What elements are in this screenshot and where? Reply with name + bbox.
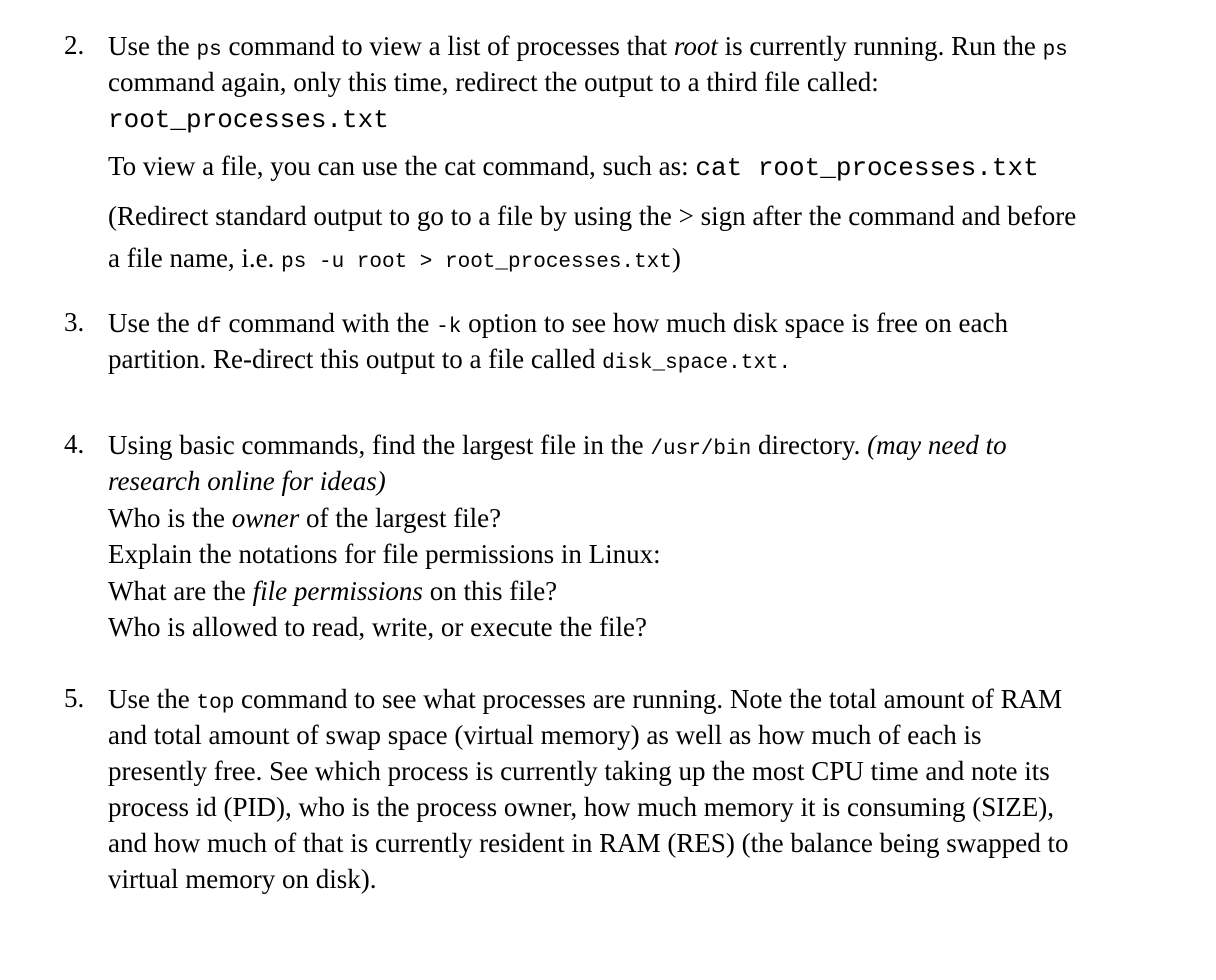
- inline-code: cat root_processes.txt: [695, 153, 1039, 183]
- item-number: 5.: [64, 683, 85, 713]
- paragraph-line: process id (PID), who is the process owner, how much memory it is consuming (SIZE),: [108, 792, 1055, 822]
- paragraph-line: Who is the owner of the largest file?: [108, 503, 502, 533]
- paragraph-line: partition. Re-direct this output to a file called disk_space.txt.: [108, 344, 792, 375]
- inline-code: ps: [196, 39, 222, 62]
- inline-code: df: [196, 316, 222, 339]
- emphasis: research online for ideas): [108, 466, 386, 496]
- inline-code: -k: [436, 316, 462, 339]
- inline-code: /usr/bin: [650, 438, 752, 461]
- emphasis: owner: [231, 503, 300, 533]
- paragraph-line: a file name, i.e. ps -u root > root_processes.txt): [108, 243, 681, 274]
- item-number: 4.: [64, 429, 85, 459]
- paragraph-line: Explain the notations for file permissions in Linux:: [108, 539, 661, 569]
- inline-code: top: [196, 692, 235, 715]
- inline-code: ps -u root > root_processes.txt: [281, 251, 672, 274]
- paragraph-line: Who is allowed to read, write, or execute the file?: [108, 612, 648, 642]
- inline-code: ps: [1042, 39, 1068, 62]
- inline-code: disk_space.txt.: [602, 352, 792, 375]
- item-number: 2.: [64, 30, 85, 60]
- paragraph-line: Using basic commands, find the largest file in the /usr/bin directory. (may need to: [108, 430, 1007, 461]
- paragraph-line: What are the file permissions on this file?: [108, 576, 558, 606]
- paragraph-line: Use the ps command to view a list of processes that root is currently running. Run the ps: [108, 31, 1068, 62]
- paragraph-line: and how much of that is currently resident in RAM (RES) (the balance being swapped to: [108, 828, 1069, 858]
- paragraph-line: presently free. See which process is currently taking up the most CPU time and note its: [108, 756, 1050, 786]
- item-number: 3.: [64, 307, 85, 337]
- paragraph-line: command again, only this time, redirect the output to a third file called:: [108, 67, 879, 97]
- emphasis: root: [673, 31, 718, 61]
- paragraph-line: [108, 100, 389, 136]
- paragraph-line: Use the top command to see what processes are running. Note the total amount of RAM: [108, 684, 1063, 715]
- paragraph-line: Use the df command with the -k option to see how much disk space is free on each: [108, 308, 1008, 339]
- paragraph-line: and total amount of swap space (virtual memory) as well as how much of each is: [108, 720, 982, 750]
- paragraph-line: virtual memory on disk).: [108, 864, 377, 894]
- paragraph-line: [108, 463, 386, 499]
- paragraph-line: (Redirect standard output to go to a file by using the > sign after the command and before: [108, 201, 1077, 231]
- emphasis: (may need to: [867, 430, 1007, 460]
- inline-code: root_processes.txt: [108, 105, 389, 135]
- emphasis: file permissions: [252, 576, 423, 606]
- paragraph-line: To view a file, you can use the cat command, such as: cat root_processes.txt: [108, 151, 1039, 183]
